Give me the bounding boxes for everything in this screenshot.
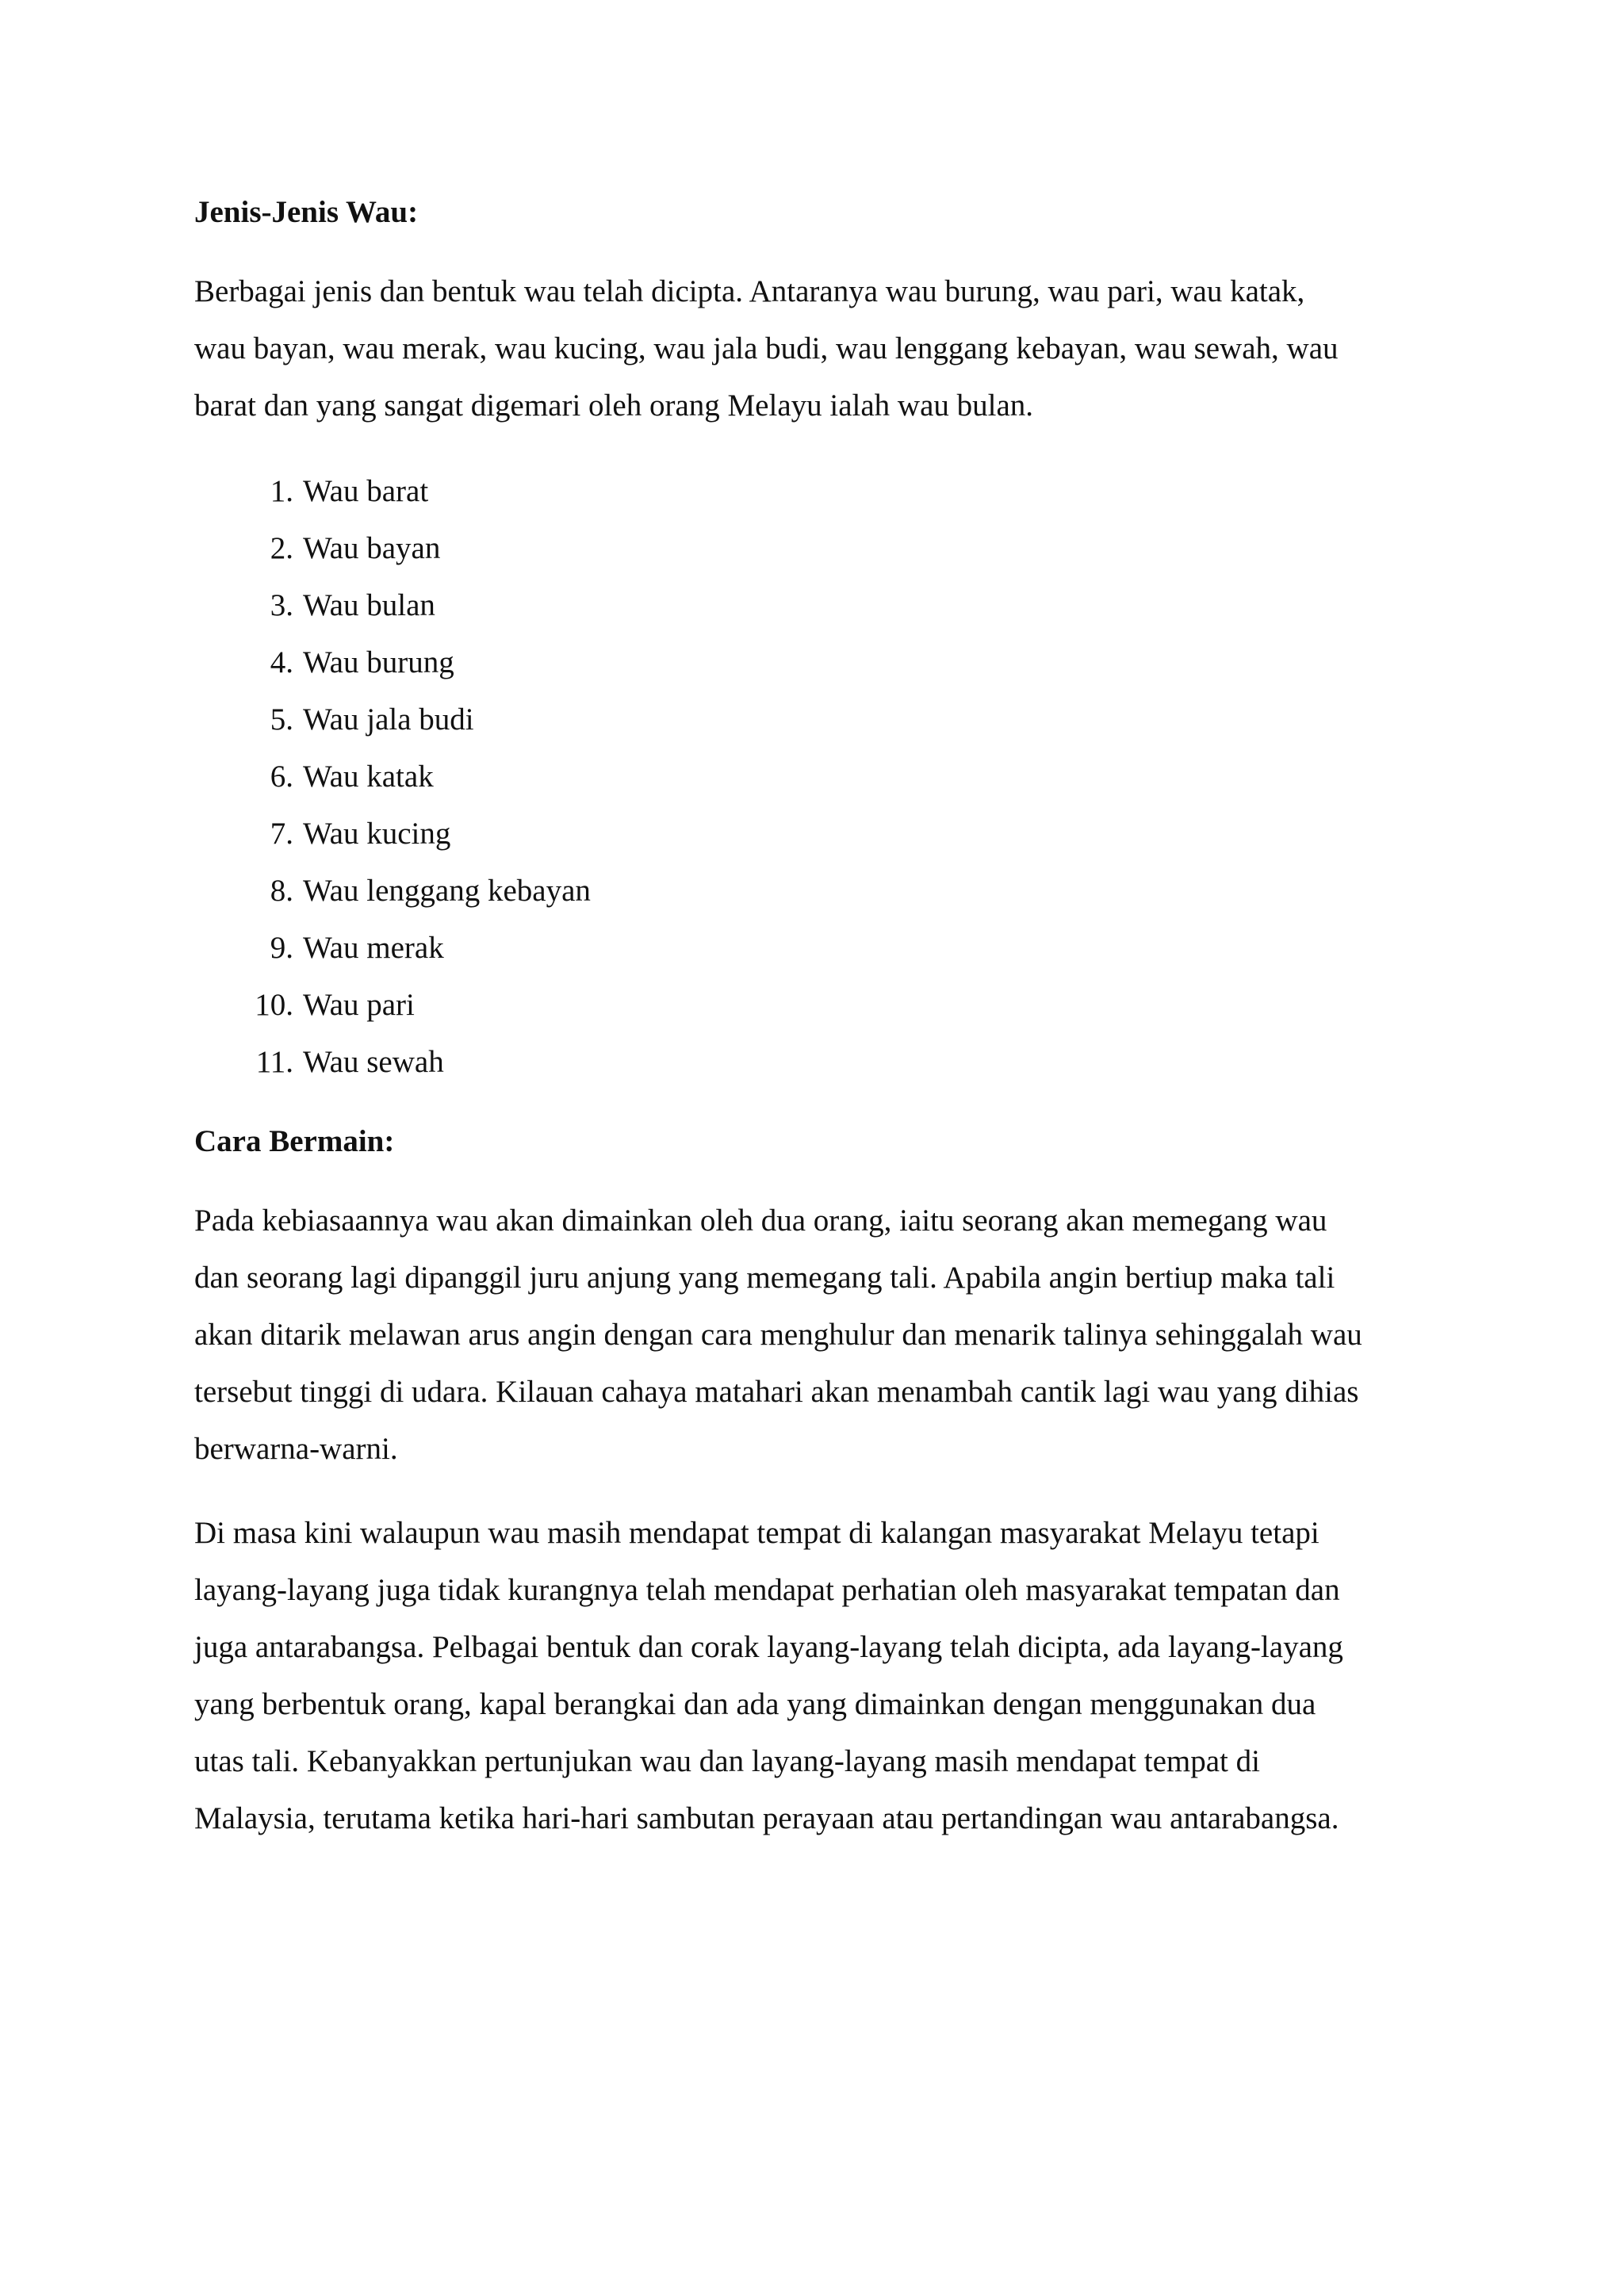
- paragraph-line: Berbagai jenis dan bentuk wau telah dicipta. Antaranya wau burung, wau pari, wau katak,: [194, 274, 1305, 308]
- paragraph-line: juga antarabangsa. Pelbagai bentuk dan corak layang-layang telah dicipta, ada layang-layang: [194, 1630, 1343, 1664]
- paragraph-line: yang berbentuk orang, kapal berangkai dan ada yang dimainkan dengan menggunakan dua: [194, 1687, 1316, 1721]
- paragraph-line: layang-layang juga tidak kurangnya telah mendapat perhatian oleh masyarakat tempatan dan: [194, 1573, 1340, 1607]
- list-label: Wau kucing: [303, 817, 451, 851]
- list-label: Wau barat: [303, 474, 429, 508]
- list-item: [194, 748, 1479, 806]
- list-label: Wau bayan: [303, 531, 441, 565]
- list-number: 6.: [270, 760, 293, 794]
- paragraph-line: Pada kebiasaannya wau akan dimainkan oleh dua orang, iaitu seorang akan memegang wau: [194, 1203, 1327, 1238]
- list-item: [194, 863, 1479, 920]
- section-heading-cara-bermain: Cara Bermain:: [194, 1124, 395, 1158]
- list-label: Wau bulan: [303, 588, 435, 622]
- list-item: [194, 806, 1479, 863]
- list-number: 11.: [255, 1045, 293, 1079]
- list-item: [194, 920, 1479, 977]
- list-number: 3.: [270, 588, 293, 622]
- list-item: [194, 520, 1479, 577]
- list-number: 4.: [270, 645, 293, 679]
- list-number: 2.: [270, 531, 293, 565]
- list-label: Wau lenggang kebayan: [303, 874, 591, 908]
- list-label: Wau pari: [303, 988, 415, 1022]
- list-item: [194, 977, 1479, 1034]
- list-label: Wau burung: [303, 645, 454, 679]
- list-number: 5.: [270, 702, 293, 737]
- list-item: [194, 577, 1479, 634]
- document-page: [194, 184, 1479, 1847]
- paragraph-line: akan ditarik melawan arus angin dengan cara menghulur dan menarik talinya sehinggalah wau: [194, 1318, 1362, 1352]
- paragraph-line: barat dan yang sangat digemari oleh orang Melayu ialah wau bulan.: [194, 388, 1034, 423]
- paragraph-line: berwarna-warni.: [194, 1432, 398, 1466]
- list-item: [194, 691, 1479, 748]
- body-paragraph-2: [194, 1505, 1479, 1847]
- list-label: Wau katak: [303, 760, 434, 794]
- paragraph-line: Malaysia, terutama ketika hari-hari sambutan perayaan atau pertandingan wau antarabangsa.: [194, 1801, 1339, 1835]
- list-number: 7.: [270, 817, 293, 851]
- wau-types-list: [194, 463, 1479, 1091]
- list-number: 9.: [270, 931, 293, 965]
- body-paragraph-1: [194, 1192, 1479, 1478]
- paragraph-line: dan seorang lagi dipanggil juru anjung yang memegang tali. Apabila angin bertiup maka tali: [194, 1261, 1335, 1295]
- paragraph-line: utas tali. Kebanyakkan pertunjukan wau dan layang-layang masih mendapat tempat di: [194, 1744, 1260, 1778]
- list-label: Wau merak: [303, 931, 444, 965]
- list-item: [194, 463, 1479, 520]
- list-item: [194, 1034, 1479, 1091]
- list-item: [194, 634, 1479, 691]
- paragraph-line: wau bayan, wau merak, wau kucing, wau jala budi, wau lenggang kebayan, wau sewah, wau: [194, 331, 1339, 365]
- list-number: 10.: [255, 988, 293, 1022]
- paragraph-line: Di masa kini walaupun wau masih mendapat tempat di kalangan masyarakat Melayu tetapi: [194, 1516, 1320, 1550]
- list-number: 1.: [270, 474, 293, 508]
- list-label: Wau sewah: [303, 1045, 444, 1079]
- intro-paragraph: [194, 263, 1479, 434]
- paragraph-line: tersebut tinggi di udara. Kilauan cahaya matahari akan menambah cantik lagi wau yang dihias: [194, 1375, 1359, 1409]
- section-heading-jenis-wau: Jenis-Jenis Wau:: [194, 195, 419, 229]
- list-number: 8.: [270, 874, 293, 908]
- list-label: Wau jala budi: [303, 702, 474, 737]
